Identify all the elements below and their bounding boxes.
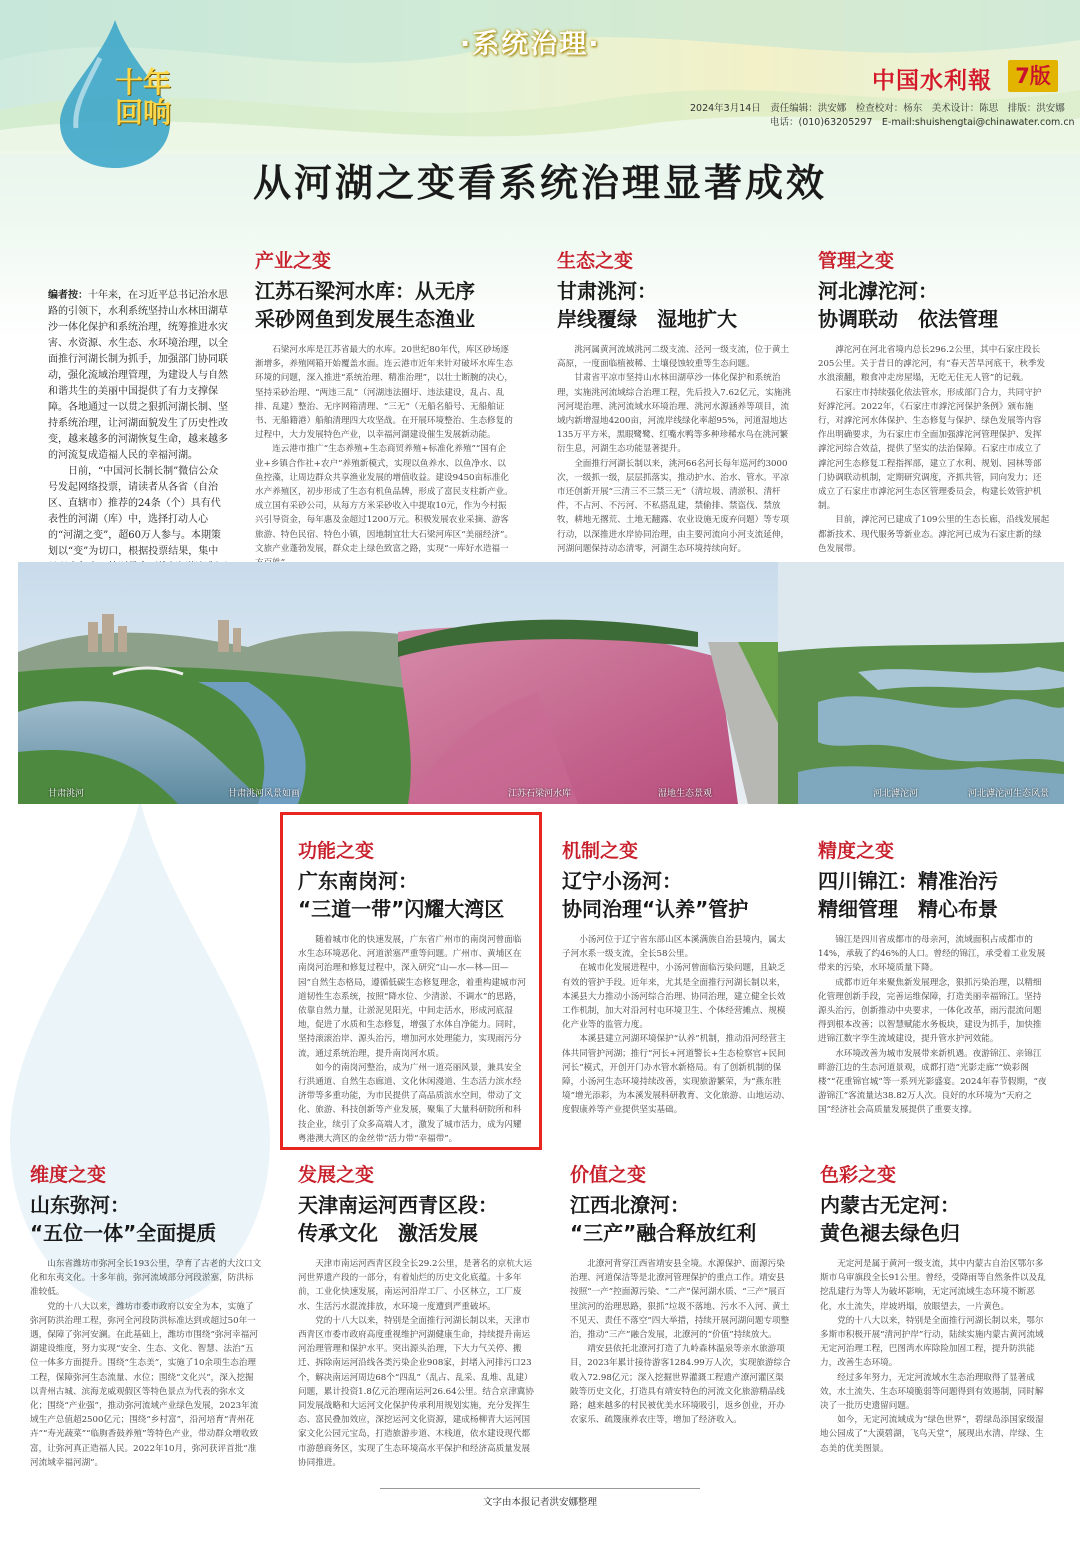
- headline-line-1: 四川锦江：精准治污: [818, 869, 998, 893]
- article-kicker: 精度之变: [818, 840, 895, 862]
- paragraph: 随着城市化的快速发展，广东省广州市的南岗河曾面临水生态环境恶化、河道淤塞严重等问题。广州市、黄埔区在南岗河治理和修复过程中，深入研究“山—水—林—田—园”自然生态格局，遵循低碳生态修复理念，着重构建城市河道韧性生态系统，按照“降水位、少清淤、不调水”的思路，依靠自然力量，让淤泥见阳光，中间走活水，形成河底湿地，促进了水质和生态修复，增强了水体自净能力。同时，坚持滚滚治岸、源头治污，增加河水处理能力，实现雨污分流，通过系统治理，提升南岗河水质。: [298, 935, 526, 1059]
- photo-caption: 湿地生态景观: [658, 789, 713, 799]
- article-body: [298, 1257, 534, 1470]
- article-headline: [557, 277, 795, 333]
- article-body: [30, 1257, 262, 1470]
- article-kicker: 色彩之变: [820, 1164, 897, 1186]
- article-headline: [818, 277, 1050, 333]
- paragraph: 党的十八大以来，特别是全面推行河湖长制以来，天津市西青区市委市政府高度重视维护河湖健康生命，持续提升南运河治理管理和保护水平。突出源头治理，下大力气关停、搬迁、拆除南运河沿线各类污染企业908家，封堵入河排污口23个，解决南运河周边68个“四乱”（乱占、乱采、乱堆、乱建）问题，累计投资1.8亿元治理南运河26.64公里。结合京津冀协同发展战略和大运河文化保护传承利用规划实施，充分发挥生态、富民叠加效应，深挖运河文化资源，建成杨柳青大运河国家文化公园元宝岛，打造旅游步道、木栈道，依水建设现代都市游憩商务区，实现了生态环境高水平保护和经济高质量发展协同推进。: [298, 1315, 534, 1468]
- article-industry: [255, 246, 513, 558]
- photo-caption: 河北滹沱河生态风景: [968, 789, 1050, 799]
- article-body: [255, 343, 513, 570]
- photo-collage: [18, 562, 1064, 804]
- editor-note-label: 编者按：: [48, 290, 88, 301]
- article-kicker: 管理之变: [818, 250, 895, 272]
- photo-caption: 甘肃洮河风景如画: [228, 789, 301, 799]
- headline-line-2: “五位一体”全面提质: [30, 1221, 217, 1245]
- headline-line-1: 天津南运河西青区段：: [298, 1193, 498, 1217]
- article-headline: [30, 1191, 262, 1247]
- paragraph: 成都市近年来聚焦新发展理念，狠抓污染治理，以精细化管理创新手段，完善运维保障，打造美丽幸福锦江。坚持源头治污，创新推动中央要求，一体化改革，雨污混流问题得到根本改善；以智慧赋能水务板块，建设为抓手，加快推进锦江数字孪生流域建设，提升管水护河效能。: [818, 977, 1042, 1045]
- paragraph: 无定河是属于黄河一级支流，其中内蒙古自治区鄂尔多斯市乌审旗段全长91公里。曾经，受降雨等自然条件以及乱挖乱建行为等人为破坏影响，无定河流域生态环境不断恶化，水土流失，岸坡坍塌，放眼望去，一片黄色。: [820, 1259, 1046, 1312]
- logo-text: [88, 68, 198, 128]
- headline-line-1: 甘肃洮河：: [557, 279, 657, 303]
- newspaper-name: 中国水利報: [872, 67, 992, 94]
- article-kicker: 发展之变: [298, 1164, 375, 1186]
- section-title: ·系统治理·: [460, 29, 601, 60]
- main-headline: 从河湖之变看系统治理显著成效: [252, 161, 827, 205]
- headline-line-1: 山东弥河：: [30, 1193, 130, 1217]
- headline-line-1: 江苏石梁河水库：从无序: [255, 279, 475, 303]
- headline-line-2: “三道一带”闪耀大湾区: [298, 897, 505, 921]
- article-precision: [818, 836, 1050, 1136]
- photo-caption: 江苏石梁河水库: [508, 789, 572, 799]
- paragraph: 连云港市推广“生态养殖+生态商贸养殖+标准化养殖”“国有企业+乡镇合作社+农户”养殖新模式，实现以鱼养水、以鱼净水、以鱼控藻，让周边群众共享渔业发展的增值收益。建设9450亩标准化水产养殖区，初步形成了生态有机鱼品牌，形成了富民支柱新产业。成立国有采砂公司，从每方方米采砂收入中提取10元，作为今村振兴引导资金，每年惠及金超过1200万元。积极发展农业采摘、游客旅游、特色民宿、特色小镇，因地制宜壮大石梁河库区“美丽经济”。文旅产业蓬勃发展，群众走上绿色致富之路，实现“一库好水造福一: [255, 444, 514, 554]
- article-body: [820, 1257, 1050, 1456]
- headline-line-2: “三产”融合释放红利: [570, 1221, 757, 1245]
- article-kicker: 机制之变: [562, 840, 639, 862]
- logo-line-1: 十年: [114, 66, 171, 99]
- paragraph: 滹沱河在河北省境内总长296.2公里，其中石家庄段长205公里。关于昔日的滹沱河，有“春天苦旱河底干，秋季发水浪滚翻，粮食冲走房屋塌，无吃无住无人管”的记载。: [818, 345, 1046, 384]
- article-body: [557, 343, 795, 556]
- article-development: [298, 1160, 534, 1480]
- article-headline: [818, 867, 1050, 923]
- paragraph: 党的十八大以来，潍坊市委市政府以安全为本，实施了弥河防洪治理工程，弥河全河段防洪标准达到或超过50年一遇，保障了弥河安澜。在此基础上，潍坊市围绕“弥河幸福河湖建设维度，努力实现“安全、生态、文化、智慧、法治”五位一体多方面提升。围绕“生态美”，实施了10余项生态治理工程，保障弥河生态流量、水位；围绕“文化兴”，深入挖掘以青州古城、滨海龙威观假区等特色景点为代表的弥水文化；围绕“产业强”，推动弥河流域产业绿色发展，2023年流域生产总值超2500亿元；围绕“乡村富”，沿河培育“青州花卉”“寿光蔬菜”“临朐香鼓养殖”等特色产业，带动群众增收致富，让弥河真正造福人民。2022年10月，弥河获评首批“准河流域幸福河湖”。: [30, 1301, 259, 1468]
- headline-line-1: 江西北潦河：: [570, 1193, 690, 1217]
- highlight-frame: [280, 812, 542, 1150]
- paragraph: 洮河属黄河流域洮河二级支流、泾河一级支流，位于黄土高原，一度面临植被稀、土壤侵蚀较重等生态问题。: [557, 345, 790, 370]
- article-kicker: 价值之变: [570, 1164, 647, 1186]
- paragraph: 全面推行河湖长制以来，洮河66名河长每年巡河约3000次，一级抓一级，层层抓落实，推动护水、治水、管水。平凉市还创新开展“三清三不三禁三无”（清垃圾、清淤积、清杆件，不占河、不污河、不私搭乱建，禁偷排、禁盗伐、禁放牧，耕地无撂荒、土地无翻露、农业设施无废弃问题）等专项行动，以深推进水岸协同治理，由主要河流向小河支流延伸，河湖问题保持动态清零，河湖生态环境持续向好。: [557, 458, 790, 554]
- editor-note-text-2: 日前，“中国河长制长制”微信公众号发起网络投票，请读者从各省（自治区、直辖市）推荐的24条（个）具有代表性的河湖（库）中，选择打动人心的“河湖之变”，超60万人参与。本期策划以“变”为切口，根据投票结果，集中: [48, 466, 221, 557]
- article-kicker: 功能之变: [298, 840, 375, 862]
- contact-info: 电话：(010)63205297 E-mail:shuishengtai@chinawater.com.cn: [770, 117, 1075, 128]
- headline-line-2: 精细管理 精心布景: [818, 897, 998, 921]
- paragraph: 靖安县依托北潦河打造了九岭森林温泉等亲水旅游项目，2023年累计接待游客1284.99万人次，实现旅游综合收入72.98亿元；深入挖掘世界灌溉工程遗产潦河灌区渠陂等历史文化，打造具有靖安特色的河流文化旅游精品线路；越来越多的村民被优美水环境吸引，返乡创业，开办农家乐、疏篾康养农庄等，增加了经济收入。: [570, 1344, 791, 1426]
- landscape-photos: [18, 562, 1064, 804]
- article-headline: [820, 1191, 1050, 1247]
- article-headline: [255, 277, 513, 333]
- article-management: [818, 246, 1050, 558]
- headline-line-1: 内蒙古无定河：: [820, 1193, 960, 1217]
- headline-line-1: 辽宁小汤河：: [562, 869, 682, 893]
- paragraph: 石家庄市持续强化依法管水，形成部门合力，共同守护好滹沱河。2022年，《石家庄市滹沱河保护条例》颁布施行，对滹沱河水体保护、生态修复与保护、绿色发展等内容作出明确要求，为石家庄市全面加强滹沱河管理保护、发挥滹沱河综合效益，提供了坚实的法治保障。石家庄市成立了滹沱河生态修复工程指挥部，建立了水利、规划、园林等部门协调联动机制，定期研究调度，齐抓共管，同向发力；还成立了石家庄市滹沱河生态区管理委员会，构建长效管护机制。: [818, 387, 1042, 512]
- headline-line-1: 广东南岗河：: [298, 869, 418, 893]
- logo-line-2: 回响: [114, 96, 171, 129]
- photo-caption: 河北滹沱河: [873, 789, 919, 799]
- paragraph: 如今，无定河流域成为“绿色世界”，碧绿岛添国家级湿地公园成了“大漠碧湖，飞鸟天堂”，展现出水清、岸绿、生态美的优美图景。: [820, 1415, 1044, 1454]
- article-headline: [570, 1191, 792, 1247]
- paragraph: 小汤河位于辽宁省东部山区本溪满族自治县境内，属太子河水系一级支流，全长58公里。: [562, 935, 786, 960]
- article-body: [570, 1257, 792, 1427]
- paragraph: 山东省潍坊市弥河全长193公里，孕育了古老的大汶口文化和东夷文化。十多年前，弥河流域部分河段淤塞，防洪标准较低。: [30, 1259, 262, 1298]
- paragraph: 锦江是四川省成都市的母亲河，流域面积占成都市的14%，承载了约46%的人口。曾经的锦江，承受着工业发展带来的污染，水环境质量下降。: [818, 935, 1046, 974]
- article-headline: [562, 867, 794, 923]
- paragraph: 北潦河背穿江西省靖安县全境。水源保护、面源污染治理、河道保洁等是北潦河管理保护的重点工作。靖安县按照“一产”控面源污染、“二产”保河湖水质、“三产”展百里滨河的治理思路，狠抓“垃圾不落地、污水不入河、黄土不见天、责任不落空”四大举措，持续开展河湖问题专项整治，推动“三产”融合发展，北潦河的“价值”持续放大。: [570, 1259, 790, 1341]
- editor-note-text: 十年来，在习近平总书记治水思路的引领下，水利系统坚持山水林田湖草沙一体化保护和系统治理，统筹推进水灾害、水资源、水生态、水环境治理，以全面推行河湖长制为抓手，加强部门协同联动，强化流域治理管理，为建设人与自然和谐共生的美丽中国提供了有力支撑保障。各地通过一以贯之狠抓河湖长制、坚持系统治理，让河湖面貌发生了历史性改变，越来越多的河湖恢复生命，越来越多的河流复成造福人民的幸福河湖。: [48, 290, 228, 461]
- article-kicker: 生态之变: [557, 250, 634, 272]
- paragraph: 在城市化发展进程中，小汤河曾面临污染问题，且缺乏有效的管护手段。近年来，尤其是全面推行河湖长制以来，本溪县大力推动小汤河综合治理、协同治理，建立健全长效工作机制，加大对沿河村屯环境卫生、个体经营摊点、规模化产业等的监管力度。: [562, 963, 786, 1031]
- headline-line-2: 黄色褪去绿色归: [820, 1221, 960, 1245]
- paragraph: 党的十八大以来，特别是全面推行河湖长制以来，鄂尔多斯市积极开展“清河护岸”行动，陆续实施内蒙古黄河流域无定河治理工程，巴图湾水库除险加固工程，提升防洪能力，改善生态环境。: [820, 1315, 1044, 1369]
- issue-meta: 2024年3月14日 责任编辑：洪安娜 检查校对：杨东 美术设计：陈思 排版：洪安娜: [690, 103, 1065, 114]
- paragraph: 经过多年努力，无定河流域水生态治理取得了显著成效，水土流失、生态环境脆弱等问题得到有效遏制，同时解决了一批历史遗留问题。: [820, 1372, 1044, 1412]
- article-body: [818, 343, 1050, 556]
- article-headline: [298, 1191, 534, 1247]
- article-ecology: [557, 246, 795, 558]
- paragraph: 如今的南岗河整治，成为广州一道亮丽风景，兼具安全行洪通道、自然生态廊道、文化休闲漫道、生态活力滨水经济带等多重功能，为市民提供了高品质滨水空间，带动了文化、旅游、科技创新等产业发展，聚集了大量科研院所和科技企业，续引了众多高端人才，激发了城市活力，成为闪耀粤港澳大湾区的金丝带”活力带”幸福带”。: [298, 1062, 522, 1144]
- article-mechanism: [562, 836, 794, 1136]
- headline-line-2: 协同治理“认养”管护: [562, 897, 749, 921]
- paragraph: 目前，滹沱河已建成了109公里的生态长廊，沿线发展起都新技术、现代服务等新业态。滹沱河已成为石家庄新的绿色发展带。: [818, 515, 1050, 554]
- paragraph: 水环境改善为城市发展带来新机遇。夜游锦江、亲锦江畔游江边的生态河道景观，成都打造“光影走廊”“焕彩阁楼”“花重锦官城”等一系列光影盛宴。2024年春节假期，“夜游锦江”客流量达38.82万人次。良好的水环境为“天府之国”经济社会高质量发展提供了重要支撑。: [818, 1048, 1047, 1116]
- footer-credit: 文字由本报记者洪安娜整理: [482, 1497, 597, 1508]
- headline-line-2: 传承文化 激活发展: [298, 1221, 478, 1245]
- article-kicker: 维度之变: [30, 1164, 107, 1186]
- article-value: [570, 1160, 792, 1480]
- photo-caption: 甘肃洮河: [48, 789, 85, 799]
- paragraph: 石梁河水库是江苏省最大的水库。20世纪80年代，库区砂场逐渐增多，养殖网箱开始覆盖水面。连云港市近年来针对破坏水库生态环境的问题，深入推进“系统治理、精准治理”，以壮士断腕的决心，坚持采砂治理、“两违三乱”（河湖违法圈圩、违法建设，乱占、乱排、乱建）整治、无序网箱清理、“三无”（无船名船号、无船舶证书、无船籍港）船舶清理四大攻坚战。在开展环境整治、生态修复的过程中，大力发展特色产业，以幸福河湖建设催生发展新动能。: [255, 345, 514, 441]
- footer-divider: [380, 1488, 700, 1489]
- article-dimension: [30, 1160, 262, 1480]
- page-number-badge: 7版: [1008, 60, 1058, 92]
- editor-note: [48, 288, 228, 557]
- headline-line-2: 采砂网鱼到发展生态渔业: [255, 307, 475, 331]
- paragraph: 天津市南运河西青区段全长29.2公里，是著名的京杭大运河世界遗产段的一部分，有着灿烂的历史文化底蕴。十多年前，工业化快速发展，南运河沿岸工厂、小区林立，工厂废水、生活污水混流排放，水环境一度遭到严重破坏。: [298, 1259, 532, 1312]
- article-color: [820, 1160, 1050, 1480]
- headline-line-2: 协调联动 依法管理: [818, 307, 998, 331]
- headline-line-2: 岸线覆绿 湿地扩大: [557, 307, 737, 331]
- headline-line-1: 河北滹沱河：: [818, 279, 938, 303]
- paragraph: 本溪县建立河湖环境保护“认养”机制，推动沿河经营主体共同管护河湖；推行“河长+河道警长+生态检察官+民间河长”模式，开创开门办水管水新格局。有了创新机制的保障，小汤河生态环境持续改善，实现旅游繁荣，为“燕东胜境”增光添彩，为本溪发展科研教育、文化旅游、山地运动、度假康养等产业提供坚实基础。: [562, 1034, 790, 1116]
- paragraph: 甘肃省平凉市坚持山水林田湖草沙一体化保护和系统治理，实施洮河流域综合治理工程，先后投入7.62亿元，实施洮河河堤治理、洮河流域水环境治理、洮河水源涵养等项目，流域内新增湿地4200亩，河流岸线绿化率超95%，河道湿地达135万平方米，黑眼鹭鹭、红嘴水鸭等多种珍稀水鸟在洮河繁衍生息，河湖生态功能显著提升。: [557, 373, 791, 455]
- article-body: [818, 933, 1050, 1118]
- article-kicker: 产业之变: [255, 250, 332, 272]
- article-body: [562, 933, 794, 1118]
